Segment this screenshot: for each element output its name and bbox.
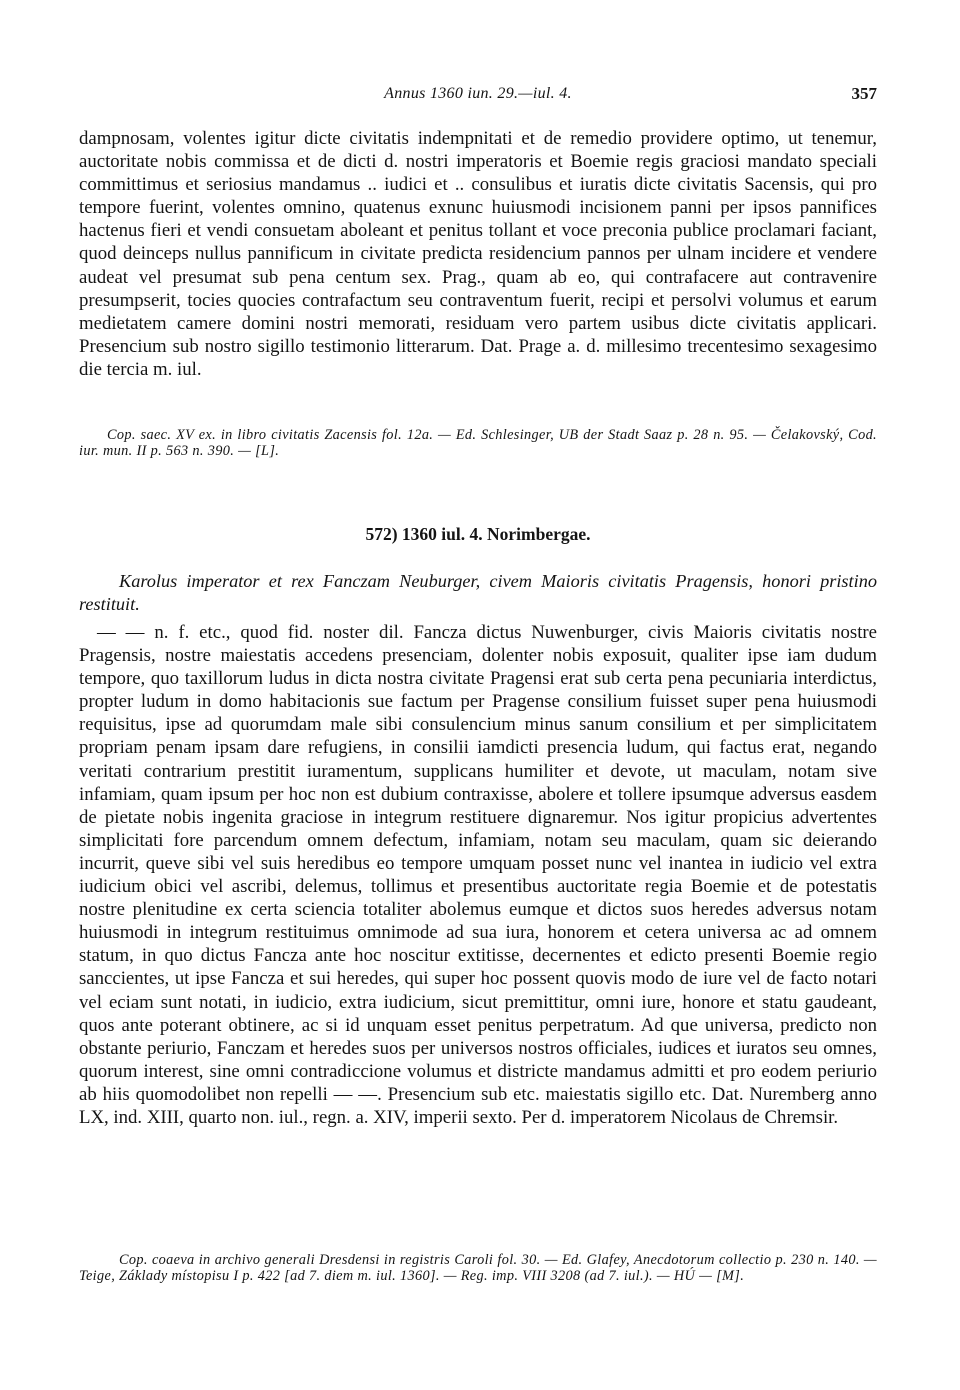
document-572-source-note: Cop. coaeva in archivo generali Dresdensi in registris Caroli fol. 30. — Ed. Glafey, Anecdotorum collectio p. 230 n. 140. — Teige, Základy místopisu I p. 422 [ad 7. diem m. iul. 1360]. — Reg. imp. VIII 3208 (ad 7. iul.). — HÚ — [M]. bbox=[79, 1252, 877, 1285]
running-title: Annus 1360 iun. 29.—iul. 4. bbox=[384, 85, 572, 102]
document-572-heading: 572) 1360 iul. 4. Norimbergae. bbox=[365, 524, 591, 544]
document-571-text-tail: dampnosam, volentes igitur dicte civitatis indempnitati et de remedio providere optimo, ut tenemur, auctoritate nobis commissa et de dicti d. nostri imperatoris et Boemie regis graciosi mandato speciali committimus et seriosius mandamus .. iudici et .. consulibus et iuratis dicte civitatis Sacensis, qui pro tempore fuerint, volentes omnino, quatenus exnunc huiusmodi incisionem panni per ipsos pannifices hactenus fieri et vendi consuetam aboleant et penitus tollant et voce preconia publice proclamari faciant, quod deinceps nullus pannificum in civitate predicta residencium pannos per ulnam incidere et vendere audeat vel presumat sub pena centum sex. Prag., quam ab eo, qui contrafacere aut contravenire presumpserit, tocies quocies contrafactum seu contraventum fuerit, recipi et persolvi volumus et earum medietatem camere domini nostri memorati, residuam vero partem usibus dicte civitatis applicari. Presencium sub nostro sigillo testimonio litterarum. Dat. Prage a. d. millesimo trecentesimo sexagesimo die tercia m. iul. bbox=[79, 128, 877, 380]
document-571-source-note: Cop. saec. XV ex. in libro civitatis Zacensis fol. 12a. — Ed. Schlesinger, UB der Stadt Saaz p. 28 n. 95. — Čelakovský, Cod. iur. mun. II p. 563 n. 390. — [L]. bbox=[79, 427, 877, 460]
book-page bbox=[79, 0, 877, 1390]
document-572-regest: Karolus imperator et rex Fanczam Neuburger, civem Maioris civitatis Pragensis, honori pristino restituit. bbox=[79, 571, 877, 614]
document-572-text: — — n. f. etc., quod fid. noster dil. Fancza dictus Nuwenburger, civis Maioris civitatis nostre Pragensis, nostre maiestatis accedens presenciam, dolenter nobis exposuit, qualiter ipse iam dudum tempore, quo taxillorum ludus in dicta nostra civitate Pragensi erat sub certa pena pecuniaria interdictus, propter ludum in domo habitacionis sue factum per Pragense consilium fuisset super pena huiusmodi requisitus, ipse ad quorumdam male sibi consulencium minus sanum consilium et per simplicitatem propriam penam ipsam dare refugiens, in consilii iamdicti presencia ludum, qui factus erat, negando veritati contrarium prestitit iuramentum, supplicans humiliter et devote, ut maculam, notam sive infamiam, quam ipsum per hoc non est dubium contraxisse, abolere et tollere ipsumque adversus easdem de pietate nobis ingenita graciose in integrum restituere dignaremur. Nos igitur propicius advertentes simplicitati fore parcendum omnem defectum, infamiam, notam seu maculam, quam sic deierando incurrit, queve sibi vel suis heredibus eo tempore umquam posset nunc vel inantea in iudicio vel extra iudicium obici vel ascribi, delemus, tollimus et presentibus auctoritate regia Boemie et de potestatis nostre plenitudine ex certa sciencia totaliter abolemus eumque et dictos suos heredes adversus notam huiusmodi in integrum restituimus omnimode ad sua iura, honorem et cetera universa ac ad omnem statum, in quo dictus Fancza ante hoc noscitur extitisse, decernentes et edicto presenti Boemie regio sanccientes, ut ipse Fancza et sui heredes, qui super hoc possent quovis modo de iure vel de facto notari vel eciam sunt notati, in iudicio, extra iudicium, sicut premittitur, omni iure, honore et statu gaudeant, quos ante poterant obtinere, ac si id unquam esset penitus perpetratum. Ad que universa, predicto non obstante periurio, Fanczam et heredes suos per universos nostros officiales, iudices et iuratos seu omnes, quorum interest, sine omni contradiccione volumus et districte mandamus admitti et pro eodem periurio ab hiis quomodolibet non repelli — —. Presencium sub etc. maiestatis sigillo etc. Dat. Nuremberg anno LX, ind. XIII, quarto non. iul., regn. a. XIV, imperii sexto. Per d. imperatorem Nicolaus de Chremsir. bbox=[79, 622, 877, 1128]
page-number: 357 bbox=[851, 84, 877, 103]
running-head bbox=[79, 84, 877, 108]
